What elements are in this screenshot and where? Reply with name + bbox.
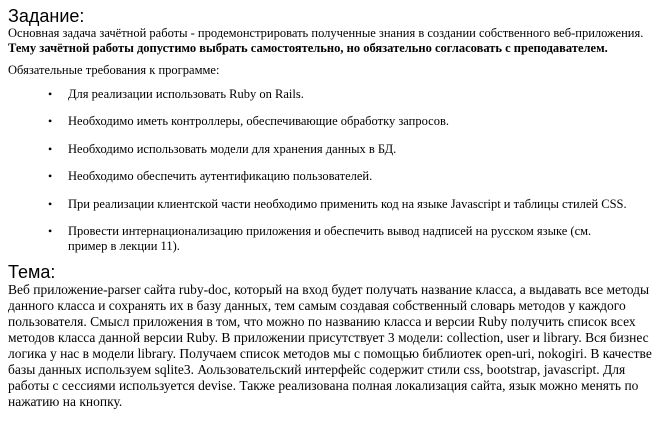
list-item-text: Необходимо обеспечить аутентификацию пользователей. xyxy=(68,169,373,183)
list-item xyxy=(8,197,628,212)
task-intro-bold: Тему зачётной работы допустимо выбрать самостоятельно, но обязательно согласовать с преподавателем. xyxy=(8,40,608,55)
list-item xyxy=(8,224,628,253)
bullet-icon: • xyxy=(48,169,53,183)
bullet-icon: • xyxy=(48,86,53,101)
topic-heading: Тема: xyxy=(8,262,56,282)
requirements-list xyxy=(8,87,658,254)
list-item xyxy=(8,87,628,102)
list-item-text: Провести интернационализацию приложения и обеспечить вывод надписей на русском языке (см. пример в лекции 11). xyxy=(68,224,592,253)
task-heading: Задание: xyxy=(8,6,85,26)
list-item xyxy=(8,169,628,184)
list-item xyxy=(8,142,628,157)
task-intro-plain: Основная задача зачётной работы - продемонстрировать полученные знания в создании собственного веб-приложения. xyxy=(8,26,644,40)
bullet-icon: • xyxy=(48,196,53,211)
list-item-text: Необходимо иметь контроллеры, обеспечивающие обработку запросов. xyxy=(68,114,449,128)
list-item-text: Необходимо использовать модели для хранения данных в БД. xyxy=(68,141,397,156)
topic-text: Веб приложение-parser сайта ruby-doc, который на вход будет получать название класса, а выдавать все методы данного класса и сохранять их в базу данных, тем самым создавая собственный словарь методов у каждого пользователя. Смысл приложения в том, что можно по названию класса и версии Ruby получить список всех методов класса данной версии Ruby. В приложении присутствует 3 модели: collection, user и library. Вся бизнес логика у нас в модели library. Получаем список методов мы с помощью библиотек open-uri, nokogiri. В качестве базы данных используем sqlite3. Аользовательский интерфейс содержит стили css, bootstrap, javascript. Для работы с сессиями используется devise. Также реализована полная локализация сайта, язык можно менять по нажатию на кнопку. xyxy=(8,282,652,409)
bullet-icon: • xyxy=(48,141,53,156)
requirements-label: Обязательные требования к программе: xyxy=(8,63,220,77)
list-item-text: При реализации клиентской части необходимо применить код на языке Javascript и таблицы стилей CSS. xyxy=(68,196,627,211)
list-item xyxy=(8,114,628,129)
task-intro xyxy=(8,26,648,55)
list-item-text: Для реализации использовать Ruby on Rails. xyxy=(68,86,304,101)
bullet-icon: • xyxy=(48,224,53,238)
bullet-icon: • xyxy=(48,114,53,128)
